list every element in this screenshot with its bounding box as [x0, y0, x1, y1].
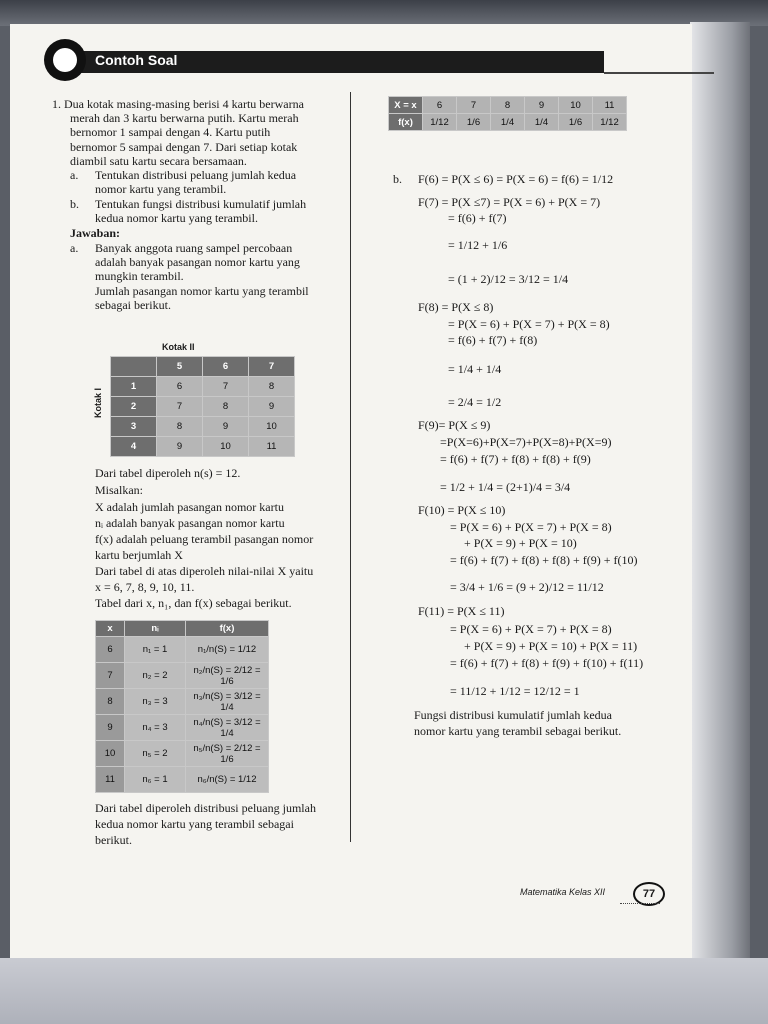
body-line: f(x) adalah peluang terambil pasangan nomor	[95, 532, 314, 546]
answer-line: Jumlah pasangan nomor kartu yang terambil	[95, 284, 309, 298]
fx-cell: n₂/n(S) = 2/12 = 1/6	[186, 663, 269, 689]
sample-space-table	[110, 356, 295, 457]
header-circle-icon	[44, 39, 86, 81]
section-header	[44, 39, 674, 81]
section-title: Contoh Soal	[95, 52, 178, 68]
table3-x-cell: 8	[491, 97, 525, 114]
x-cell: 8	[96, 689, 125, 715]
matrix-row-header: 1	[111, 377, 157, 397]
book-page-edges	[690, 22, 750, 958]
matrix-cell: 10	[249, 417, 295, 437]
answer-line: Banyak anggota ruang sampel percobaan	[95, 241, 293, 255]
body-line: Fungsi distribusi kumulatif jumlah kedua	[414, 708, 612, 722]
table3-fx-cell: 1/12	[423, 114, 457, 131]
body-line: nᵢ adalah banyak pasangan nomor kartu	[95, 516, 285, 530]
table3-x-cell: 7	[457, 97, 491, 114]
table3-row-header: X = x	[389, 97, 423, 114]
math-line: F(7) = P(X ≤7) = P(X = 6) + P(X = 7)	[418, 195, 601, 209]
math-line: F(11) = P(X ≤ 11)	[418, 604, 505, 618]
math-line: = (1 + 2)/12 = 3/12 = 1/4	[448, 272, 569, 286]
table3-fx-cell: 1/4	[491, 114, 525, 131]
footer-book-title: Matematika Kelas XII	[520, 887, 606, 897]
question-marker: b.	[70, 197, 79, 211]
col-header-fx: f(x)	[186, 621, 269, 637]
math-line: = 1/4 + 1/4	[448, 362, 502, 376]
matrix-cell: 8	[249, 377, 295, 397]
x-cell: 10	[96, 741, 125, 767]
header-rule	[604, 72, 714, 74]
scan-top-shadow	[0, 0, 768, 26]
problem-line: diambil satu kartu secara bersamaan.	[70, 154, 247, 168]
column-divider	[350, 92, 351, 842]
table3-x-cell: 10	[559, 97, 593, 114]
math-line: = f(6) + f(7) + f(8)	[448, 333, 538, 347]
math-line: = P(X = 6) + P(X = 7) + P(X = 8)	[450, 622, 612, 636]
matrix-cell: 11	[249, 437, 295, 457]
n-cell: n₄ = 3	[125, 715, 186, 741]
matrix-row-label: Kotak I	[93, 387, 104, 419]
body-line: Dari tabel diperoleh n(s) = 12.	[95, 466, 241, 480]
scan-bottom-background	[0, 958, 768, 1024]
body-line: X adalah jumlah pasangan nomor kartu	[95, 500, 284, 514]
math-line: + P(X = 9) + P(X = 10) + P(X = 11)	[464, 639, 638, 653]
matrix-cell: 8	[203, 397, 249, 417]
n-cell: n₆ = 1	[125, 767, 186, 793]
n-cell: n₂ = 2	[125, 663, 186, 689]
answer-line: sebagai berikut.	[95, 298, 171, 312]
x-cell: 7	[96, 663, 125, 689]
math-line: = 2/4 = 1/2	[448, 395, 502, 409]
math-line: = 11/12 + 1/12 = 12/12 = 1	[450, 684, 580, 698]
table3-fx-cell: 1/6	[457, 114, 491, 131]
page-number-underline	[620, 903, 660, 904]
x-cell: 11	[96, 767, 125, 793]
problem-line: bernomor 1 sampai dengan 4. Kartu putih	[70, 125, 271, 139]
matrix-cell: 9	[203, 417, 249, 437]
x-cell: 9	[96, 715, 125, 741]
table3-row-header: f(x)	[389, 114, 423, 131]
matrix-cell: 9	[249, 397, 295, 417]
math-line: = f(6) + f(7) + f(8) + f(8) + f(9)	[440, 452, 591, 466]
problem-line: bernomor 5 sampai dengan 7. Dari setiap kotak	[70, 140, 298, 154]
body-line: Dari tabel diperoleh distribusi peluang jumlah	[95, 801, 316, 815]
math-line: F(9)= P(X ≤ 9)	[418, 418, 491, 432]
body-line: berikut.	[95, 833, 132, 847]
math-line: F(6) = P(X ≤ 6) = P(X = 6) = f(6) = 1/12	[418, 172, 614, 186]
matrix-cell: 9	[157, 437, 203, 457]
fx-cell: n₅/n(S) = 2/12 = 1/6	[186, 741, 269, 767]
math-line: F(8) = P(X ≤ 8)	[418, 300, 494, 314]
col-header-x: x	[96, 621, 125, 637]
body-line: Tabel dari x, n₁, dan f(x) sebagai berikut.	[95, 596, 292, 610]
body-line: Misalkan:	[95, 483, 143, 497]
math-line: = f(6) + f(7)	[448, 211, 507, 225]
n-cell: n₅ = 2	[125, 741, 186, 767]
question-marker: a.	[70, 168, 79, 182]
matrix-cell: 8	[157, 417, 203, 437]
body-line: Dari tabel di atas diperoleh nilai-nilai X yaitu	[95, 564, 314, 578]
problem-line: merah dan 3 kartu berwarna putih. Kartu merah	[70, 111, 299, 125]
matrix-cell: 7	[203, 377, 249, 397]
body-line: nomor kartu yang terambil sebagai berikut.	[414, 724, 622, 738]
matrix-row-header: 4	[111, 437, 157, 457]
fx-cell: n₆/n(S) = 1/12	[186, 767, 269, 793]
table3-fx-cell: 1/4	[525, 114, 559, 131]
col-header-n: nᵢ	[125, 621, 186, 637]
matrix-col-header: 5	[157, 357, 203, 377]
matrix-cell: 6	[157, 377, 203, 397]
math-line: = P(X = 6) + P(X = 7) + P(X = 8)	[450, 520, 612, 534]
math-line: F(10) = P(X ≤ 10)	[418, 503, 506, 517]
math-line: = 1/12 + 1/6	[448, 238, 508, 252]
math-line: =P(X=6)+P(X=7)+P(X=8)+P(X=9)	[440, 435, 612, 449]
matrix-cell: 10	[203, 437, 249, 457]
table3-x-cell: 11	[593, 97, 627, 114]
fx-cell: n₁/n(S) = 1/12	[186, 637, 269, 663]
n-cell: n₃ = 3	[125, 689, 186, 715]
part-marker: b.	[393, 172, 402, 186]
math-line: = 1/2 + 1/4 = (2+1)/4 = 3/4	[440, 480, 571, 494]
matrix-row-header: 3	[111, 417, 157, 437]
math-line: = P(X = 6) + P(X = 7) + P(X = 8)	[448, 317, 610, 331]
x-cell: 6	[96, 637, 125, 663]
math-line: = f(6) + f(7) + f(8) + f(9) + f(10) + f(11)	[450, 656, 644, 670]
matrix-col-header: 7	[249, 357, 295, 377]
page-number: 77	[633, 882, 665, 906]
question-line: Tentukan distribusi peluang jumlah kedua	[95, 168, 297, 182]
table3-x-cell: 6	[423, 97, 457, 114]
matrix-cell: 7	[157, 397, 203, 417]
answer-heading: Jawaban:	[70, 226, 121, 240]
problem-line: 1. Dua kotak masing-masing berisi 4 kartu berwarna	[52, 97, 304, 111]
table3-x-cell: 9	[525, 97, 559, 114]
fx-cell: n₄/n(S) = 3/12 = 1/4	[186, 715, 269, 741]
matrix-col-header: 6	[203, 357, 249, 377]
math-line: = 3/4 + 1/6 = (9 + 2)/12 = 11/12	[450, 580, 604, 594]
math-line: = f(6) + f(7) + f(8) + f(8) + f(9) + f(10)	[450, 553, 638, 567]
matrix-column-label: Kotak II	[162, 342, 195, 352]
table3-fx-cell: 1/6	[559, 114, 593, 131]
body-line: kartu berjumlah X	[95, 548, 183, 562]
distribution-table	[95, 620, 269, 793]
table3-fx-cell: 1/12	[593, 114, 627, 131]
matrix-row-header: 2	[111, 397, 157, 417]
body-line: x = 6, 7, 8, 9, 10, 11.	[95, 580, 195, 594]
answer-line: mungkin terambil.	[95, 269, 184, 283]
answer-marker: a.	[70, 241, 79, 255]
fx-cell: n₃/n(S) = 3/12 = 1/4	[186, 689, 269, 715]
question-line: kedua nomor kartu yang terambil.	[95, 211, 258, 225]
question-line: Tentukan fungsi distribusi kumulatif jumlah	[95, 197, 307, 211]
n-cell: n₁ = 1	[125, 637, 186, 663]
matrix-corner	[111, 357, 157, 377]
body-line: kedua nomor kartu yang terambil sebagai	[95, 817, 294, 831]
answer-line: adalah banyak pasangan nomor kartu yang	[95, 255, 300, 269]
probability-table	[388, 96, 627, 131]
math-line: + P(X = 9) + P(X = 10)	[464, 536, 577, 550]
question-line: nomor kartu yang terambil.	[95, 182, 227, 196]
